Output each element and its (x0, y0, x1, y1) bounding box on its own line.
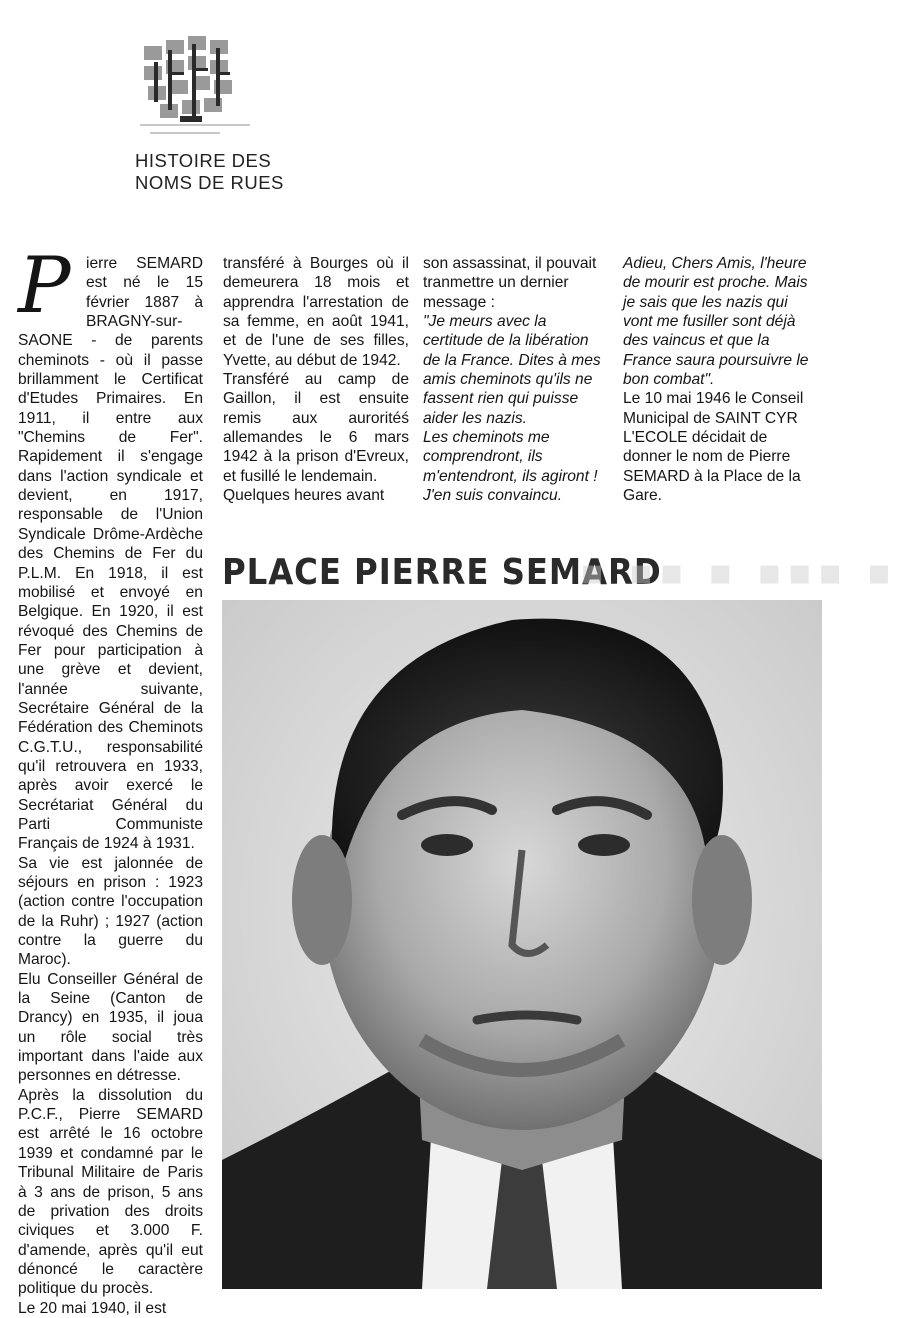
faded-print-artifact: ▪ ▪▪ ▪ ▪▪▪ ▪ (580, 552, 897, 593)
article-column-4 (623, 254, 809, 505)
paragraph: Elu Conseiller Général de la Seine (Canton de Drancy) en 1935, il joua un rôle social très important dans l'aide aux personnes en détresse. (18, 970, 203, 1085)
header-line-1: HISTOIRE DES (135, 150, 272, 171)
portrait-photo (222, 600, 822, 1289)
quote-paragraph: "Je meurs avec la certitude de la libération de la France. Dites à mes amis cheminots qu'ils ne fassent rien qui puisse aider les nazis. (423, 313, 601, 427)
paragraph: transféré à Bourges où il demeurera 18 mois et apprendra l'arrestation de sa femme, en août 1941, et de l'une de ses filles, Yvette, au début de 1942. (223, 255, 409, 369)
paragraph: Le 10 mai 1946 le Conseil Municipal de SAINT CYR L'ECOLE décidait de donner le nom de Pierre SEMARD à la Place de la Gare. (623, 390, 804, 505)
right-eye (578, 834, 630, 856)
right-ear (692, 835, 752, 965)
quote-paragraph: Adieu, Chers Amis, l'heure de mourir est proche. Mais je sais que les nazis qui vont me fusiller sont déjà des vaincus et que la France saura poursuivre le bon combat". (623, 255, 809, 389)
article-column-3 (423, 254, 608, 505)
paragraph: Quelques heures avant (223, 487, 385, 505)
paragraph: Le 20 mai 1940, il est (18, 1299, 167, 1317)
place-title: PLACE PIERRE SEMARD (222, 552, 662, 593)
article-column-1 (18, 241, 203, 1318)
paragraph: Sa vie est jalonnée de séjours en prison : 1923 (action contre l'occupation de la Ruhr) ; 1927 (action contre la guerre du Maroc). (18, 854, 203, 969)
street-names-logo (140, 32, 250, 152)
header-line-2: NOMS DE RUES (135, 172, 284, 193)
mouth (477, 1015, 577, 1020)
paragraph: Après la dissolution du P.C.F., Pierre SEMARD est arrêté le 16 octobre 1939 et condamné par le Tribunal Militaire de Paris à 3 ans de prison, 5 ans de privation des droits civiques et 3.000 F. d'amende, après qu'il eut dénoncé le caractère politique du procès. (18, 1086, 203, 1298)
paragraph: Transféré au camp de Gaillon, il est ensuite remis aux auroritéś allemandes le 6 mars 1942 à la prison d'Evreux, et fusillé le lendemain. (223, 371, 409, 485)
section-header (135, 150, 335, 194)
left-ear (292, 835, 352, 965)
quote-paragraph: Les cheminots me comprendront, ils m'entendront, ils agiront ! J'en suis convaincu. (423, 429, 598, 505)
drop-cap: P (18, 241, 71, 331)
article-column-2 (223, 254, 409, 505)
paragraph: son assassinat, il pouvait tranmettre un dernier message : (423, 255, 597, 311)
left-eye (421, 834, 473, 856)
paragraph: Pierre SEMARD est né le 15 février 1887 à BRAGNY-sur-SAONE - de parents cheminots - où il passe brillamment le Certificat d'Etudes Primaires. En 1911, il entre aux "Chemins de Fer". Rapidement il s'engage dans l'action syndicale et devient, en 1917, responsable de l'Union Syndicale Drôme-Ardèche des Chemins de Fer du P.L.M. En 1918, il est mobilisé et envoyé en Belgique. En 1920, il est révoqué des Chemins de Fer pour participation à une grève et devient, l'année suivante, Secrétaire Général de la Fédération des Cheminots C.G.T.U., responsabilité qu'il retrouvera en 1933, après avoir exercé le Secrétariat Général du Parti Communiste Français de 1924 à 1931. (18, 241, 203, 853)
